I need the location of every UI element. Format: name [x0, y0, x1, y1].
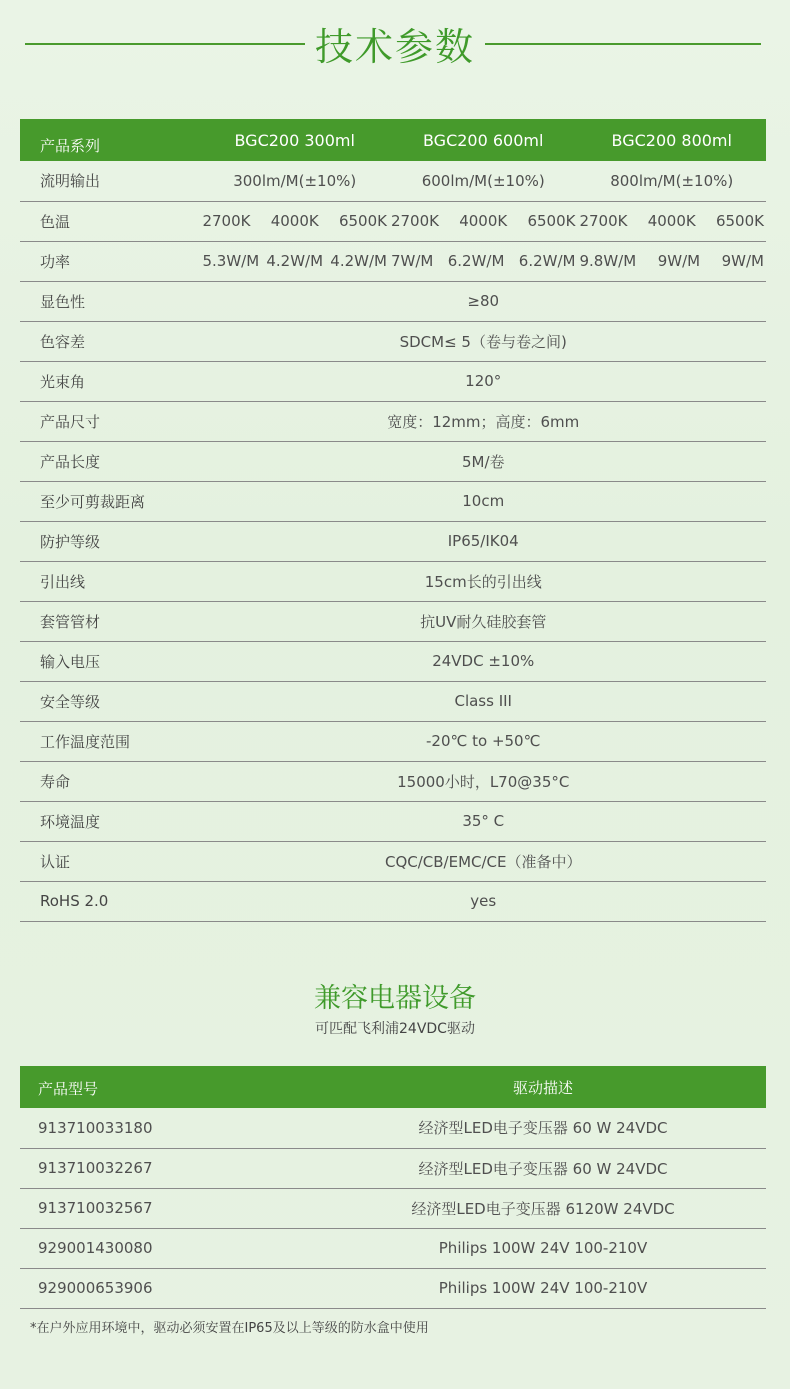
cell-value: 宽度：12mm；高度：6mm [387, 412, 580, 431]
table-row [20, 641, 766, 681]
cell-sub: 2700K [202, 212, 251, 230]
spec-table [20, 119, 766, 922]
title-divider-right [485, 43, 761, 45]
driver-desc: Philips 100W 24V 100-210V [438, 1239, 648, 1257]
cell-sub: 9.8W/M [579, 252, 637, 270]
cell-sub: 2700K [390, 212, 439, 230]
table-row [20, 361, 766, 401]
cell-value: -20℃ to +50℃ [426, 732, 541, 750]
table-row [20, 721, 766, 761]
cell-sub: 6.2W/M [447, 252, 505, 270]
row-label: 防护等级 [40, 532, 101, 551]
cell-sub: 7W/M [390, 252, 434, 270]
driver-model: 913710032567 [38, 1199, 153, 1217]
row-label: 工作温度范围 [40, 732, 131, 751]
spec-header-row [20, 119, 766, 161]
row-label: 引出线 [40, 572, 86, 591]
page-title: 技术参数 [314, 25, 475, 69]
driver-model: 929001430080 [38, 1239, 153, 1257]
table-row [20, 1148, 766, 1188]
driver-desc: Philips 100W 24V 100-210V [438, 1279, 648, 1297]
table-row [20, 241, 766, 281]
cell-sub: 4000K [270, 212, 319, 230]
table-row [20, 761, 766, 801]
driver-model: 929000653906 [38, 1279, 153, 1297]
row-label: 功率 [40, 252, 71, 271]
row-label: 至少可剪裁距离 [40, 492, 146, 511]
cell-value: 10cm [462, 492, 505, 510]
row-label: 显色性 [40, 292, 86, 311]
row-label: 光束角 [40, 372, 86, 391]
table-row [20, 801, 766, 841]
row-label: 产品尺寸 [40, 412, 101, 431]
cell-value: IP65/IK04 [447, 532, 519, 550]
cell-value: 5M/卷 [461, 452, 505, 471]
driver-desc: 经济型LED电子变压器 6120W 24VDC [411, 1199, 675, 1218]
cell-value: 15000小时，L70@35°C [397, 772, 570, 791]
row-label: RoHS 2.0 [40, 892, 109, 910]
cell-value [200, 241, 389, 281]
driver-header-model: 产品型号 [38, 1079, 99, 1098]
driver-desc: 经济型LED电子变压器 60 W 24VDC [418, 1119, 668, 1138]
row-label: 套管管材 [40, 612, 101, 631]
cell-value: 35° C [462, 812, 505, 830]
cell-value: 24VDC ±10% [432, 652, 535, 670]
cell-value: 15cm长的引出线 [424, 572, 542, 591]
cell-sub: 4000K [647, 212, 696, 230]
table-row [20, 281, 766, 321]
driver-header-row [20, 1066, 766, 1108]
table-row [20, 321, 766, 361]
table-row [20, 401, 766, 441]
cell-value: 600lm/M(±10%) [421, 171, 545, 190]
spec-header-col: BGC200 800ml [611, 130, 732, 150]
cell-sub: 4.2W/M [330, 252, 387, 270]
table-row [20, 1268, 766, 1308]
row-label: 认证 [40, 852, 71, 871]
table-row [20, 561, 766, 601]
cell-value [200, 201, 389, 241]
table-row [20, 1188, 766, 1228]
cell-value [389, 241, 578, 281]
spec-header-label: 产品系列 [40, 136, 101, 155]
compat-title: 兼容电器设备 [314, 983, 476, 1014]
cell-sub: 2700K [579, 212, 628, 230]
table-row [20, 1108, 766, 1148]
cell-value: CQC/CB/EMC/CE（准备中） [384, 852, 582, 871]
row-label: 产品长度 [40, 452, 101, 471]
cell-value [389, 201, 578, 241]
row-label: 寿命 [40, 772, 71, 791]
driver-header-desc: 驱动描述 [512, 1078, 573, 1097]
table-row [20, 161, 766, 201]
compat-subtitle: 可匹配飞利浦24VDC驱动 [315, 1021, 475, 1037]
spec-header-col: BGC200 300ml [234, 130, 355, 150]
cell-sub: 4000K [459, 212, 508, 230]
table-row [20, 841, 766, 881]
cell-sub: 6500K [527, 212, 576, 230]
cell-value: 抗UV耐久硅胶套管 [420, 612, 547, 631]
cell-sub: 6500K [715, 212, 764, 230]
row-label: 环境温度 [40, 812, 101, 831]
cell-value [577, 201, 766, 241]
spec-header-col: BGC200 600ml [422, 130, 544, 150]
cell-sub: 5.3W/M [202, 252, 260, 270]
row-label: 安全等级 [40, 692, 101, 711]
table-row [20, 681, 766, 721]
table-row [20, 201, 766, 241]
cell-value: yes [470, 892, 497, 910]
footnote: *在户外应用环境中，驱动必须安置在IP65及以上等级的防水盒中使用 [30, 1321, 429, 1336]
table-row [20, 881, 766, 921]
cell-value: 300lm/M(±10%) [233, 171, 357, 190]
cell-value: ≥80 [467, 292, 500, 310]
cell-value: Class III [454, 692, 512, 710]
table-row [20, 1228, 766, 1268]
cell-sub: 9W/M [657, 252, 701, 270]
row-label: 色容差 [40, 332, 86, 351]
cell-sub: 6.2W/M [518, 252, 576, 270]
cell-sub: 4.2W/M [266, 252, 324, 270]
cell-sub: 6500K [338, 212, 387, 230]
table-row [20, 601, 766, 641]
title-divider-left [25, 43, 305, 45]
driver-desc: 经济型LED电子变压器 60 W 24VDC [418, 1159, 668, 1178]
row-label: 流明输出 [40, 172, 101, 191]
title-area [0, 0, 790, 90]
driver-table [20, 1066, 766, 1309]
driver-model: 913710033180 [38, 1118, 153, 1137]
table-row [20, 441, 766, 481]
cell-value [577, 241, 766, 281]
table-row [20, 521, 766, 561]
cell-value: 120° [465, 372, 502, 390]
row-label: 色温 [40, 212, 71, 231]
cell-value: SDCM≤ 5（卷与卷之间) [399, 332, 567, 351]
row-label: 输入电压 [40, 652, 101, 671]
table-row [20, 481, 766, 521]
cell-value: 800lm/M(±10%) [610, 171, 734, 190]
cell-sub: 9W/M [721, 252, 764, 270]
driver-model: 913710032267 [38, 1159, 153, 1177]
